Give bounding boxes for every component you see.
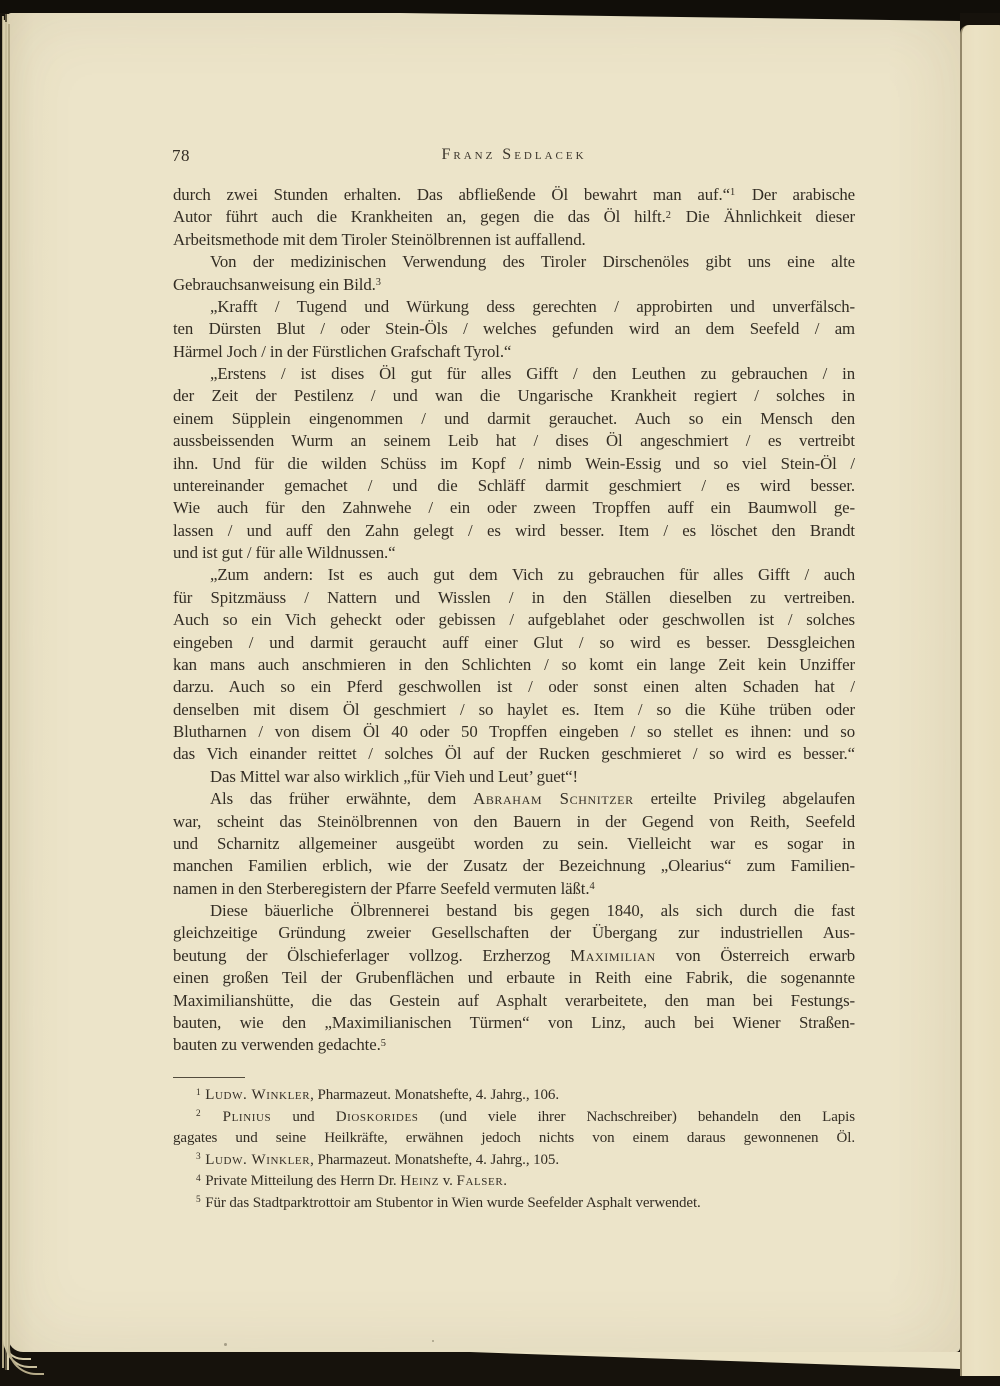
text-segment: (und viele ihrer Nachschreiber) behandeln den Lapis bbox=[418, 1108, 855, 1125]
text-segment: Härmel Joch / in der Fürstlichen Grafschaft Tyrol.“ bbox=[173, 341, 512, 361]
text-segment: einem Süpplein eingenommen / und darmit gerauchet. Auch so ein Mensch den bbox=[173, 408, 855, 428]
footnote-marker: 2 bbox=[196, 1109, 201, 1120]
text-segment: das Vich einander reittet / solches Öl auf der Rucken geschmieret / so wird es besser.“ bbox=[173, 744, 855, 764]
text-line bbox=[173, 542, 855, 564]
body-text bbox=[173, 184, 855, 1057]
text-segment: eingeben / und darmit geraucht auff einer Glut / so wird es besser. Dessgleichen bbox=[173, 632, 855, 652]
text-line bbox=[173, 878, 855, 900]
text-line bbox=[173, 206, 855, 228]
text-line bbox=[173, 453, 855, 475]
text-segment: v. bbox=[439, 1173, 457, 1189]
small-caps-name: Ludw. Winkler bbox=[205, 1151, 311, 1168]
text-line bbox=[173, 587, 855, 609]
text-line bbox=[173, 1085, 855, 1107]
text-segment: lassen / und auff den Zahn gelegt / es wird besser. Item / es löschet den Brandt bbox=[173, 520, 855, 540]
text-segment: durch zwei Stunden erhalten. Das abfließende Öl bewahrt man auf.“ bbox=[173, 185, 730, 204]
text-segment: und bbox=[271, 1108, 336, 1125]
text-line bbox=[173, 1107, 855, 1129]
text-segment: der Zeit der Pestilenz / und wan die Ungarische Krankheit regiert / solches in bbox=[173, 386, 855, 406]
text-segment: gagates und seine Heilkräfte, erwähnen jedoch nichts von einem daraus gewonnenen Öl. bbox=[173, 1130, 855, 1146]
small-caps-name: Falser bbox=[456, 1173, 504, 1189]
text-line bbox=[173, 900, 855, 922]
text-segment: bauten, wie den „Maximilianischen Türmen“ von Linz, auch bei Wiener Straßen- bbox=[173, 1012, 855, 1032]
running-header: Franz Sedlacek bbox=[441, 146, 587, 163]
text-segment: darzu. Auch so ein Pferd geschwollen ist / oder sonst einen alten Schaden hat / bbox=[173, 677, 855, 697]
text-segment bbox=[202, 1109, 223, 1125]
page-bottom-edge bbox=[470, 1352, 960, 1369]
footnote-marker: 2 bbox=[665, 209, 671, 221]
small-caps-name: Abraham Schnitzer bbox=[473, 789, 634, 809]
text-segment: „Krafft / Tugend und Würkung dess gerechten / approbirten und unverfälsch- bbox=[210, 296, 855, 316]
text-line bbox=[173, 318, 855, 340]
text-segment: Der arabische bbox=[736, 185, 855, 204]
text-segment: von Österreich erwarb bbox=[655, 945, 855, 965]
text-segment: und ist gut / für alle Wildnussen.“ bbox=[173, 543, 396, 562]
text-line bbox=[173, 833, 855, 855]
text-line bbox=[173, 1150, 855, 1172]
page-fore-edge bbox=[960, 25, 1000, 1376]
text-segment: Die Ähnlichkeit dieser bbox=[671, 207, 856, 227]
text-line bbox=[173, 229, 855, 251]
text-segment: ihn. Und für die wilden Schüss im Kopf / nimb Wein-Essig und so viel Stein-Öl / bbox=[173, 453, 855, 473]
footnote-marker: 5 bbox=[380, 1037, 386, 1049]
text-line bbox=[173, 520, 855, 542]
text-line bbox=[173, 721, 855, 743]
footnote-marker: 4 bbox=[589, 880, 595, 892]
footnote-marker: 1 bbox=[729, 187, 736, 199]
text-segment: gleichzeitige Gründung zweier Gesellschaften der Übergang zur industriellen Aus- bbox=[173, 923, 855, 943]
text-segment: Von der medizinischen Verwendung des Tiroler Dirschenöles gibt uns eine alte bbox=[210, 252, 855, 272]
text-line bbox=[173, 766, 855, 788]
text-line bbox=[173, 676, 855, 698]
small-caps-name: Ludw. Winkler bbox=[205, 1087, 311, 1103]
text-line bbox=[173, 609, 855, 631]
text-segment: Für das Stadtparktrottoir am Stubentor in Wien wurde Seefelder Asphalt verwendet. bbox=[201, 1194, 701, 1211]
text-line bbox=[173, 184, 855, 206]
text-segment: war, scheint das Steinölbrennen von den Bauern in der Gegend von Reith, Seefeld bbox=[173, 811, 855, 831]
text-line bbox=[173, 1193, 855, 1215]
text-line bbox=[173, 475, 855, 497]
footnote-marker: 5 bbox=[196, 1195, 201, 1206]
footnote-marker: 3 bbox=[196, 1152, 201, 1163]
text-segment: , Pharmazeut. Monatshefte, 4. Jahrg., 105. bbox=[310, 1151, 559, 1168]
text-line bbox=[173, 945, 855, 967]
text-segment: . bbox=[503, 1173, 507, 1189]
text-segment: beutung der Ölschieferlager vollzog. Erzherzog bbox=[173, 945, 571, 965]
text-segment: namen in den Sterberegistern der Pfarre Seefeld vermuten läßt. bbox=[173, 878, 590, 898]
text-segment: Maximilianshütte, die das Gestein auf Asphalt verarbeitete, den man bei Festungs- bbox=[173, 990, 855, 1010]
text-line bbox=[173, 743, 855, 765]
text-segment: „Zum andern: Ist es auch gut dem Vich zu gebrauchen für alles Gifft / auch bbox=[210, 565, 855, 585]
text-segment: ten Dürsten Blut / oder Stein-Öls / welches gefunden wird an dem Seefeld / am bbox=[173, 319, 855, 339]
text-line bbox=[173, 699, 855, 721]
text-segment: Gebrauchsanweisung ein Bild. bbox=[173, 274, 376, 294]
text-segment: manchen Familien erblich, wie der Zusatz der Bezeichnung „Olearius“ zum Familien- bbox=[173, 856, 855, 876]
small-caps-name: Maximilian bbox=[570, 945, 656, 965]
footnotes bbox=[173, 1085, 855, 1214]
text-segment: und Scharnitz allgemeiner ausgeübt worden zu sein. Vielleicht war es sogar in bbox=[173, 833, 855, 853]
text-line bbox=[173, 363, 855, 385]
text-segment: kan mans auch anschmieren in den Schlichten / so komt ein lange Zeit kein Unziffer bbox=[173, 654, 855, 674]
small-caps-name: Plinius bbox=[222, 1108, 272, 1125]
text-segment: Auch so ein Vich geheckt oder gebissen / aufgeblahet oder geschwollen ist / solches bbox=[173, 610, 855, 630]
text-segment: Blutharnen / von disem Öl 40 oder 50 Tropffen eingeben / so stellet es ihnen: und so bbox=[173, 722, 855, 741]
small-caps-name: Dioskorides bbox=[335, 1108, 419, 1125]
text-line bbox=[173, 990, 855, 1012]
text-segment: bauten zu verwenden gedachte. bbox=[173, 1035, 381, 1055]
text-line bbox=[173, 274, 855, 296]
text-line bbox=[173, 430, 855, 452]
text-line bbox=[173, 385, 855, 407]
text-segment: Autor führt auch die Krankheiten an, gegen die das Öl hilft. bbox=[173, 207, 666, 227]
footnote-separator bbox=[173, 1077, 245, 1078]
text-line bbox=[173, 855, 855, 877]
text-segment: erteilte Privileg abgelaufen bbox=[633, 789, 855, 809]
text-line bbox=[173, 564, 855, 586]
text-segment: Arbeitsmethode mit dem Tiroler Steinölbrennen ist auffallend. bbox=[173, 229, 586, 249]
text-line bbox=[173, 497, 855, 519]
page-number: 78 bbox=[172, 146, 190, 165]
text-line bbox=[173, 1128, 855, 1150]
footnote-marker: 4 bbox=[196, 1173, 201, 1184]
text-line bbox=[173, 967, 855, 989]
text-line bbox=[173, 1171, 855, 1193]
text-line bbox=[173, 1012, 855, 1034]
text-line bbox=[173, 1034, 855, 1056]
text-line bbox=[173, 654, 855, 676]
footnote-marker: 3 bbox=[375, 276, 381, 288]
footnote-marker: 1 bbox=[196, 1087, 201, 1098]
small-caps-name: Heinz bbox=[400, 1173, 440, 1189]
scan-background-top bbox=[0, 0, 1000, 13]
text-segment: untereinander gemachet / und die Schläff darmit geschmiert / es wird besser. bbox=[173, 475, 855, 495]
text-line bbox=[173, 632, 855, 654]
text-segment: für Spitzmäuss / Nattern und Wisslen / in den Ställen dieselben zu vertreiben. bbox=[173, 587, 855, 607]
page-stack-corner bbox=[8, 24, 44, 1375]
text-segment: denselben mit disem Öl geschmiert / so haylet es. Item / so die Kühe trüben oder bbox=[173, 699, 855, 719]
text-segment: Das Mittel war also wirklich „für Vieh und Leut’ guet“! bbox=[210, 766, 579, 786]
text-line bbox=[173, 811, 855, 833]
text-line bbox=[173, 788, 855, 810]
text-line bbox=[173, 341, 855, 363]
text-segment: „Erstens / ist dises Öl gut für alles Gifft / den Leuthen zu gebrauchen / in bbox=[210, 364, 855, 383]
text-line bbox=[173, 408, 855, 430]
text-segment: Als das früher erwähnte, dem bbox=[210, 789, 474, 809]
text-segment: Private Mitteilung des Herrn Dr. bbox=[201, 1173, 401, 1189]
text-segment: Diese bäuerliche Ölbrennerei bestand bis gegen 1840, als sich durch die fast bbox=[210, 901, 855, 920]
text-segment: Wie auch für den Zahnwehe / ein oder zween Tropffen auff ein Baumwoll ge- bbox=[173, 498, 855, 518]
text-line bbox=[173, 251, 855, 273]
text-line bbox=[173, 296, 855, 318]
ink-speck bbox=[224, 1343, 227, 1346]
text-line bbox=[173, 922, 855, 944]
ink-speck bbox=[432, 1340, 434, 1342]
text-segment: aussbeissenden Wurm an seinem Leib hat / dises Öl angeschmiert / es vertreibt bbox=[173, 431, 855, 451]
text-segment: einen großen Teil der Grubenflächen und erbaute in Reith eine Fabrik, die sogenannte bbox=[173, 968, 855, 988]
text-segment: , Pharmazeut. Monatshefte, 4. Jahrg., 106. bbox=[310, 1087, 559, 1103]
